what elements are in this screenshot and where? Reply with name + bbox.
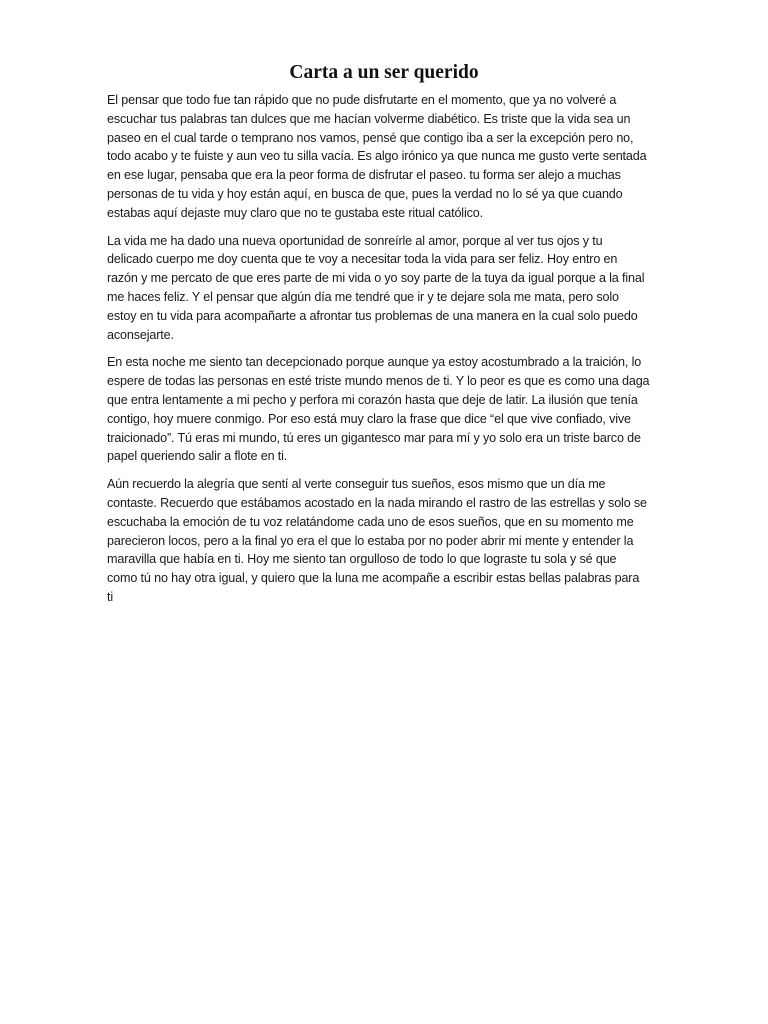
text-line: contigo, hoy muere conmigo. Por eso está muy claro la frase que dice “el que vive confiado, vive [107,411,631,426]
text-line: paseo en el cual tarde o temprano nos vamos, pensé que contigo iba a ser la excepción pero no, [107,130,634,145]
text-line: espere de todas las personas en esté triste mundo menos de ti. Y lo peor es que es como una daga [107,374,650,389]
text-line: razón y me percato de que eres parte de mi vida o yo soy parte de la tuya da igual porque a la final [107,271,645,286]
text-line: que entra lentamente a mi pecho y perfora mi corazón hasta que deje de latir. La ilusión que tenía [107,392,638,407]
document-title: Carta a un ser querido [289,62,479,83]
text-line: estabas aquí dejaste muy claro que no te gustaba este ritual católico. [107,205,483,220]
text-line: El pensar que todo fue tan rápido que no pude disfrutarte en el momento, que ya no volveré a [107,93,617,107]
paragraph-3 [107,353,667,466]
text-line: estoy en tu vida para acompañarte a afrontar tus problemas de una manera en la cual solo puedo [107,308,638,323]
text-line: todo acabo y te fuiste y aun veo tu silla vacía. Es algo irónico ya que nunca me gusto verte sentada [107,149,647,164]
text-line: delicado cuerpo me doy cuenta que te voy a necesitar toda la vida para ser feliz. Hoy entro en [107,252,618,267]
text-line: ti [107,589,113,604]
text-line: maravilla que había en ti. Hoy me siento tan orgulloso de todo lo que lograste tu sola y sé que [107,552,617,567]
paragraph-4 [107,475,667,607]
text-line: en ese lugar, pensaba que era la peor forma de disfrutar el paseo. tu forma ser alejo a muchas [107,168,621,183]
text-line: aconsejarte. [107,327,174,342]
text-line: como tú no hay otra igual, y quiero que la luna me acompañe a escribir estas bellas palabras para [107,571,640,586]
text-line: traicionado”. Tú eras mi mundo, tú eres un gigantesco mar para mí y yo solo era un triste barco de [107,430,641,445]
paragraph-2 [107,232,667,345]
text-line: contaste. Recuerdo que estábamos acostado en la nada mirando el rastro de las estrellas y solo se [107,495,647,510]
text-line: escuchar tus palabras tan dulces que me hacían volverme diabético. Es triste que la vida sea un [107,111,631,126]
text-line: En esta noche me siento tan decepcionado porque aunque ya estoy acostumbrado a la traición, lo [107,355,642,370]
text-line: escuchaba la emoción de tu voz relatándome cada uno de esos sueños, que en su momento me [107,514,634,529]
text-line: me haces feliz. Y el pensar que algún día me tendré que ir y te dejare sola me mata, pero solo [107,289,619,304]
document-body [107,91,667,616]
text-line: Aún recuerdo la alegría que sentí al verte conseguir tus sueños, esos mismo que un día me [107,477,606,492]
text-line: papel queriendo salir a flote en ti. [107,449,288,464]
paragraph-1 [107,91,667,223]
text-line: La vida me ha dado una nueva oportunidad de sonreírle al amor, porque al ver tus ojos y tu [107,233,603,248]
text-line: parecieron locos, pero a la final yo era el que lo estaba por no poder abrir mi mente y entender la [107,533,634,548]
text-line: personas de tu vida y hoy están aquí, en busca de que, pues la verdad no lo sé ya que cuando [107,186,623,201]
